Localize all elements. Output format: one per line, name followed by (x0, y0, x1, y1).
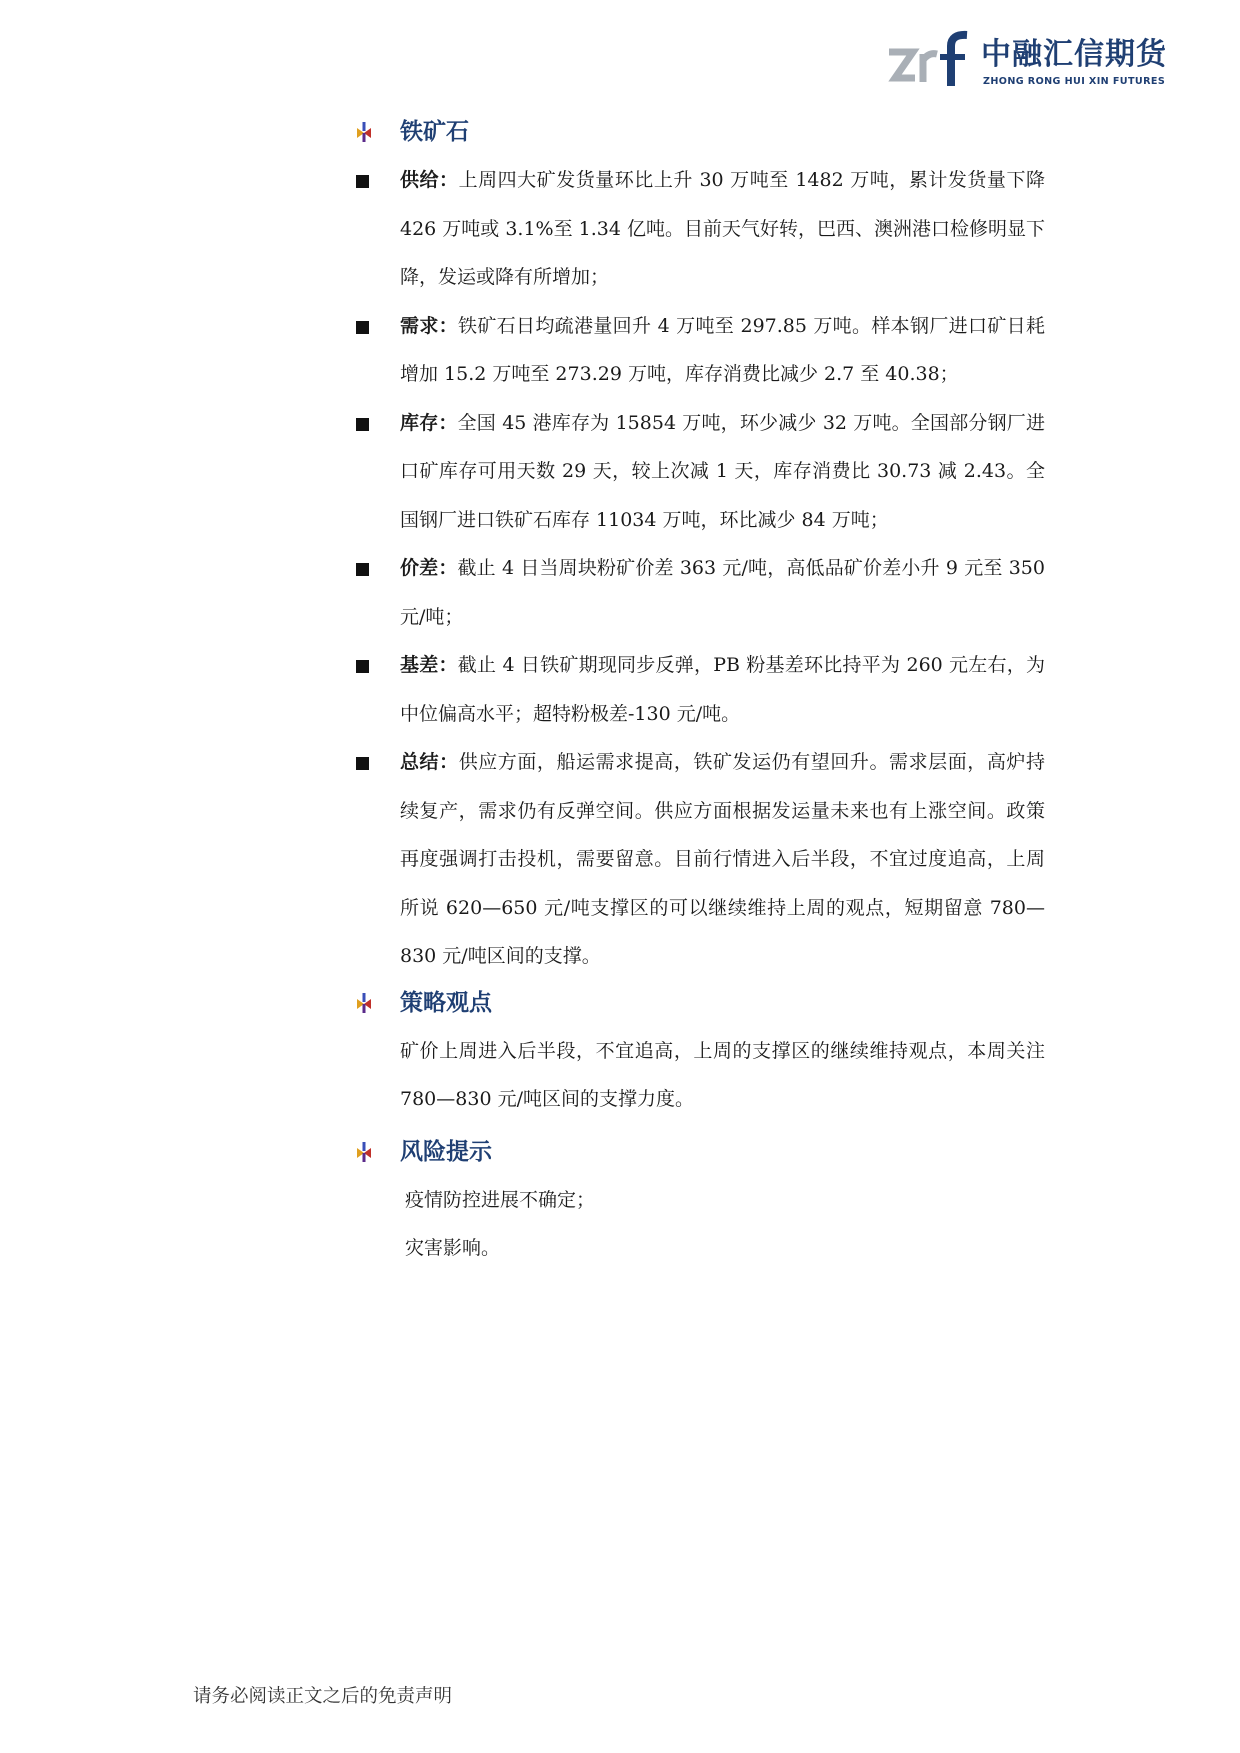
section-title: 策略观点 (400, 989, 492, 1016)
bullet-text: 供应方面，船运需求提高，铁矿发运仍有望回升。需求层面，高炉持续复产，需求仍有反弹空间。供应方面根据发运量未来也有上涨空间。政策再度强调打击投机，需要留意。目前行情进入后半段，不宜过度追高，上周所说 620—650 元/吨支撑区的可以继续维持上周的观点，短期留意 780—830 元/吨区间的支撑。 (400, 751, 1045, 967)
bullet-text: 截止 4 日当周块粉矿价差 363 元/吨，高低品矿价差小升 9 元至 350 元/吨； (400, 557, 1045, 628)
arrow-bullet-icon (355, 993, 373, 1013)
bullet-text: 截止 4 日铁矿期现同步反弹，PB 粉基差环比持平为 260 元左右，为中位偏高水平；超特粉极差-130 元/吨。 (400, 654, 1045, 725)
logo-chinese-name: 中融汇信期货 (981, 37, 1167, 72)
bullet-text: 全国 45 港库存为 15854 万吨，环少减少 32 万吨。全国部分钢厂进口矿库存可用天数 29 天，较上次减 1 天，库存消费比 30.73 减 2.43。全国钢厂进口铁矿石库存 11034 万吨，环比减少 84 万吨； (400, 411, 1045, 531)
bullet-summary (355, 738, 1045, 981)
section-heading-iron-ore (355, 112, 1045, 152)
square-bullet-icon (356, 660, 369, 673)
bullet-text: 铁矿石日均疏港量回升 4 万吨至 297.85 万吨。样本钢厂进口矿日耗增加 15.2 万吨至 273.29 万吨，库存消费比减少 2.7 至 40.38； (400, 314, 1045, 385)
bullet-label: 基差： (400, 654, 458, 676)
risk-item: 疫情防控进展不确定； (405, 1188, 596, 1211)
strategy-text: 矿价上周进入后半段，不宜追高，上周的支撑区的继续维持观点，本周关注 780—830 元/吨区间的支撑力度。 (400, 1039, 1045, 1110)
bullet-label: 总结： (400, 751, 459, 773)
arrow-bullet-icon (355, 1142, 373, 1162)
section-title: 风险提示 (400, 1138, 492, 1165)
zrf-logo-icon (885, 30, 971, 90)
section-heading-strategy (355, 983, 1045, 1023)
square-bullet-icon (356, 175, 369, 188)
square-bullet-icon (356, 757, 369, 770)
arrow-bullet-icon (355, 122, 373, 142)
bullet-supply (355, 156, 1045, 302)
logo-english-name: ZHONG RONG HUI XIN FUTURES (983, 76, 1166, 87)
bullet-label: 供给： (400, 169, 459, 191)
footer-disclaimer: 请务必阅读正文之后的免责声明 (193, 1686, 453, 1707)
report-body (355, 112, 1045, 1273)
square-bullet-icon (356, 418, 369, 431)
bullet-label: 需求： (400, 314, 458, 337)
section-heading-risk (355, 1132, 1045, 1172)
bullet-inventory (355, 399, 1045, 545)
square-bullet-icon (356, 563, 369, 576)
square-bullet-icon (356, 321, 369, 334)
risk-item: 灾害影响。 (405, 1237, 501, 1259)
section-title: 铁矿石 (400, 119, 469, 145)
bullet-demand (355, 302, 1045, 399)
bullet-basis (355, 641, 1045, 738)
company-logo (885, 30, 1165, 90)
bullet-label: 价差： (400, 557, 458, 579)
bullet-label: 库存： (400, 411, 458, 434)
bullet-text: 上周四大矿发货量环比上升 30 万吨至 1482 万吨，累计发货量下降 426 万吨或 3.1%至 1.34 亿吨。目前天气好转，巴西、澳洲港口检修明显下降，发运或降有所增加； (400, 169, 1045, 288)
bullet-spread (355, 544, 1045, 641)
